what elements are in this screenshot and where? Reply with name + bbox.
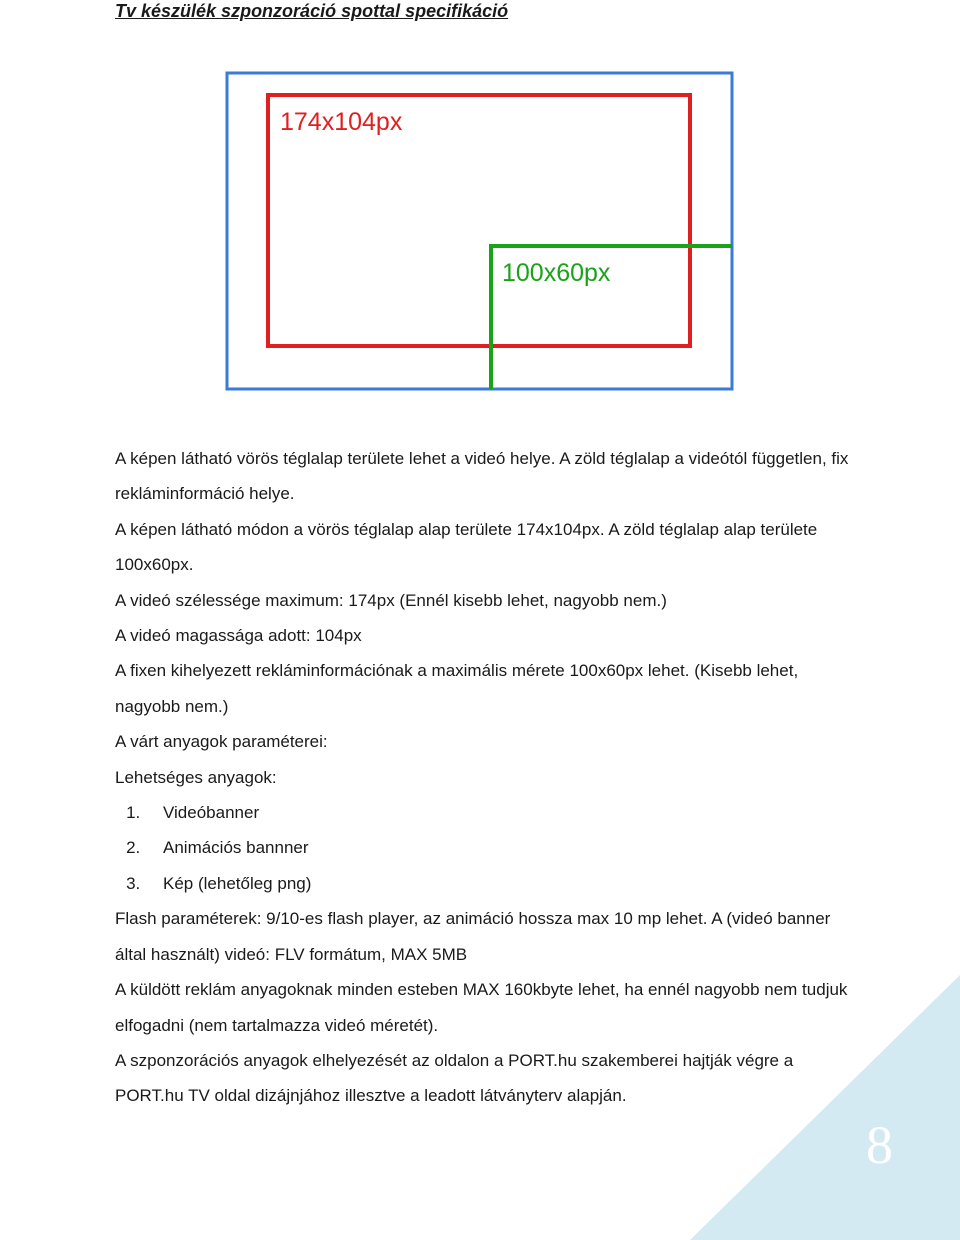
list-item: 2. Animációs bannner [145, 830, 855, 865]
paragraph: Lehetséges anyagok: [115, 767, 277, 787]
paragraph: A küldött reklám anyagoknak minden esteben MAX 160kbyte lehet, ha ennél nagyobb nem tudjuk elfogadni (nem tartalmazza videó méretét). [115, 980, 848, 1035]
paragraph: A videó szélessége maximum: 174px (Ennél kisebb lehet, nagyobb nem.) [115, 590, 667, 610]
red-rectangle-label: 174x104px [280, 108, 403, 136]
paragraph: A képen látható vörös téglalap területe lehet a videó helye. A zöld téglalap a videótól független, fix rekláminformáció helye. [115, 449, 849, 504]
page-number: 8 [866, 1115, 893, 1175]
paragraph: A szponzorációs anyagok elhelyezését az oldalon a PORT.hu szakemberei hajtják végre a PORT.hu TV oldal dizájnjához illesztve a leadott látványterv alapján. [115, 1050, 794, 1106]
paragraph: A képen látható módon a vörös téglalap alap területe 174x104px. A zöld téglalap alap területe 100x60px. [115, 519, 818, 575]
list-item: 1. Videóbanner [145, 795, 855, 830]
paragraph: A videó magassága adott: 104px [115, 626, 362, 646]
paragraph: A fixen kihelyezett rekláminformációnak a maximális mérete 100x60px lehet. (Kisebb lehet, nagyobb nem.) [115, 661, 799, 716]
list-item: 3. Kép (lehetőleg png) [145, 866, 855, 901]
layout-diagram [222, 68, 738, 396]
layout-diagram-svg [222, 68, 738, 396]
corner-triangle [690, 975, 960, 1240]
materials-list [115, 795, 855, 901]
green-rectangle-label: 100x60px [502, 259, 611, 287]
document-title: Tv készülék szponzoráció spottal specifikáció [115, 1, 509, 21]
paragraph: A várt anyagok paraméterei: [115, 732, 328, 752]
page-corner-decoration [690, 975, 960, 1240]
paragraph: Flash paraméterek: 9/10-es flash player, az animáció hossza max 10 mp lehet. A (videó banner által használt) videó: FLV formátum, MAX 5MB [115, 909, 831, 964]
